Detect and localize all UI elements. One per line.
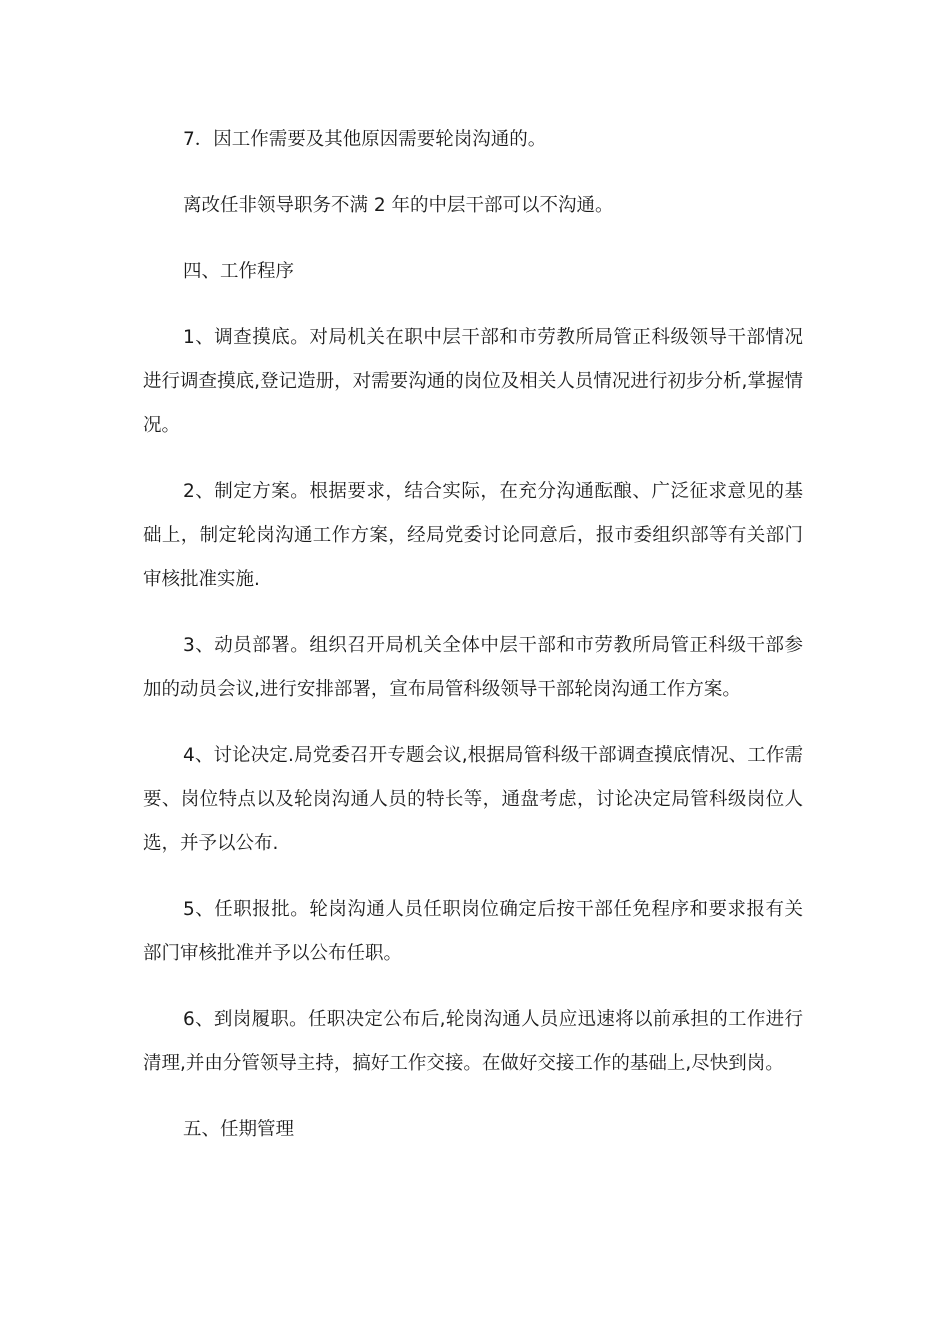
section-heading-procedure: 四、工作程序: [183, 261, 295, 282]
paragraph-item-7: 7．因工作需要及其他原因需要轮岗沟通的。: [183, 129, 547, 150]
section-heading-term-management: 五、任期管理: [183, 1119, 295, 1140]
paragraph-step-4: 4、讨论决定.局党委召开专题会议,根据局管科级干部调查摸底情况、工作需要、岗位特点以及轮岗沟通人员的特长等，通盘考虑，讨论决定局管科级岗位人选，并予以公布.: [143, 745, 803, 854]
paragraph-step-5: 5、任职报批。轮岗沟通人员任职岗位确定后按干部任免程序和要求报有关部门审核批准并予以公布任职。: [143, 899, 803, 964]
paragraph-note: 离改任非领导职务不满 2 年的中层干部可以不沟通。: [183, 195, 614, 216]
document-body: [143, 118, 803, 1174]
paragraph-step-2: 2、制定方案。根据要求，结合实际，在充分沟通酝酿、广泛征求意见的基础上，制定轮岗沟通工作方案，经局党委讨论同意后，报市委组织部等有关部门审核批准实施.: [143, 481, 803, 590]
paragraph-step-1: 1、调查摸底。对局机关在职中层干部和市劳教所局管正科级领导干部情况进行调查摸底,登记造册，对需要沟通的岗位及相关人员情况进行初步分析,掌握情况。: [143, 327, 803, 436]
paragraph-step-3: 3、动员部署。组织召开局机关全体中层干部和市劳教所局管正科级干部参加的动员会议,进行安排部署，宣布局管科级领导干部轮岗沟通工作方案。: [143, 635, 803, 700]
paragraph-step-6: 6、到岗履职。任职决定公布后,轮岗沟通人员应迅速将以前承担的工作进行清理,并由分管领导主持，搞好工作交接。在做好交接工作的基础上,尽快到岗。: [143, 1009, 803, 1074]
